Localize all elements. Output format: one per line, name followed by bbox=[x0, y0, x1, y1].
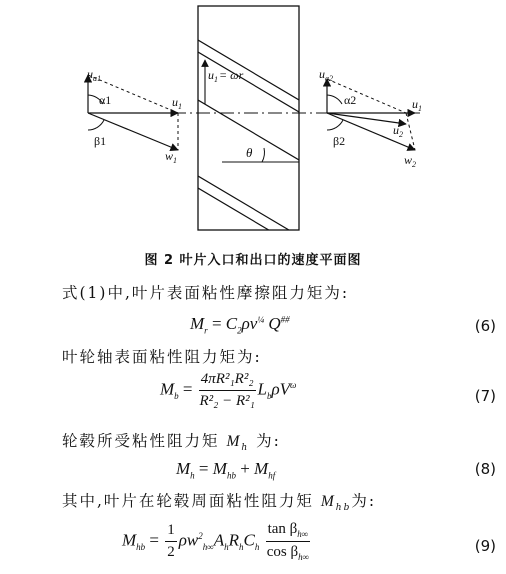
text-line-3: 轮毂所受粘性阻力矩 $M_h$ 为: bbox=[62, 432, 281, 454]
velocity-diagram bbox=[0, 0, 506, 240]
equation-9-number: (9) bbox=[474, 537, 496, 555]
label-u1-right: $u_1$ bbox=[412, 97, 422, 113]
label-alpha2: α2 bbox=[344, 93, 357, 107]
label-ua1: $u_{a1}$ bbox=[87, 67, 101, 83]
label-theta: θ bbox=[246, 145, 253, 160]
equation-6-number: (6) bbox=[474, 317, 496, 335]
label-u1-left: $u_1$ bbox=[172, 95, 182, 111]
equation-8-number: (8) bbox=[474, 460, 496, 478]
text-line-4: 其中,叶片在轮毂周面粘性阻力矩 $M_{hb}$为: bbox=[62, 492, 377, 514]
label-beta2: β2 bbox=[333, 134, 346, 148]
label-beta1: β1 bbox=[94, 134, 107, 148]
theta-arc bbox=[262, 148, 264, 162]
text-line-1: 式(1)中,叶片表面粘性摩擦阻力矩为: bbox=[62, 284, 350, 302]
equation-7-number: (7) bbox=[474, 387, 496, 405]
label-alpha1: α1 bbox=[99, 93, 112, 107]
label-w2: $w_2$ bbox=[404, 153, 417, 169]
label-w1: $w_1$ bbox=[165, 149, 178, 165]
equation-9: $M_{hb}$ = $\frac{1}{2}$ $\rho w^2_{h\infty}A_hR_hC_h$ $\frac{\tan \beta_{h\infty}}{\cos \beta_{h\infty}}$ bbox=[122, 521, 310, 562]
equation-7: $M_b$ = $\frac{\text{4πR²₁R²₂}}{\text{R²₂ − R²₁}}$ $L_b\rho V^\omega$ bbox=[160, 371, 297, 409]
equation-8: $M_h = M_{hb} + M_{hf}$ bbox=[176, 459, 276, 481]
label-u2: $u_2$ bbox=[393, 123, 403, 139]
label-ua2: $u_{a2}$ bbox=[319, 67, 333, 83]
equation-6: $M_r = C_2\rho\nu^{\frac{1}{4}}$ Q## bbox=[190, 314, 290, 336]
label-u-omega-r: $u_1= \omega r$ bbox=[208, 68, 244, 84]
text-line-2: 叶轮轴表面粘性阻力矩为: bbox=[62, 348, 262, 366]
figure-caption: 图 2 叶片入口和出口的速度平面图 bbox=[144, 253, 362, 268]
